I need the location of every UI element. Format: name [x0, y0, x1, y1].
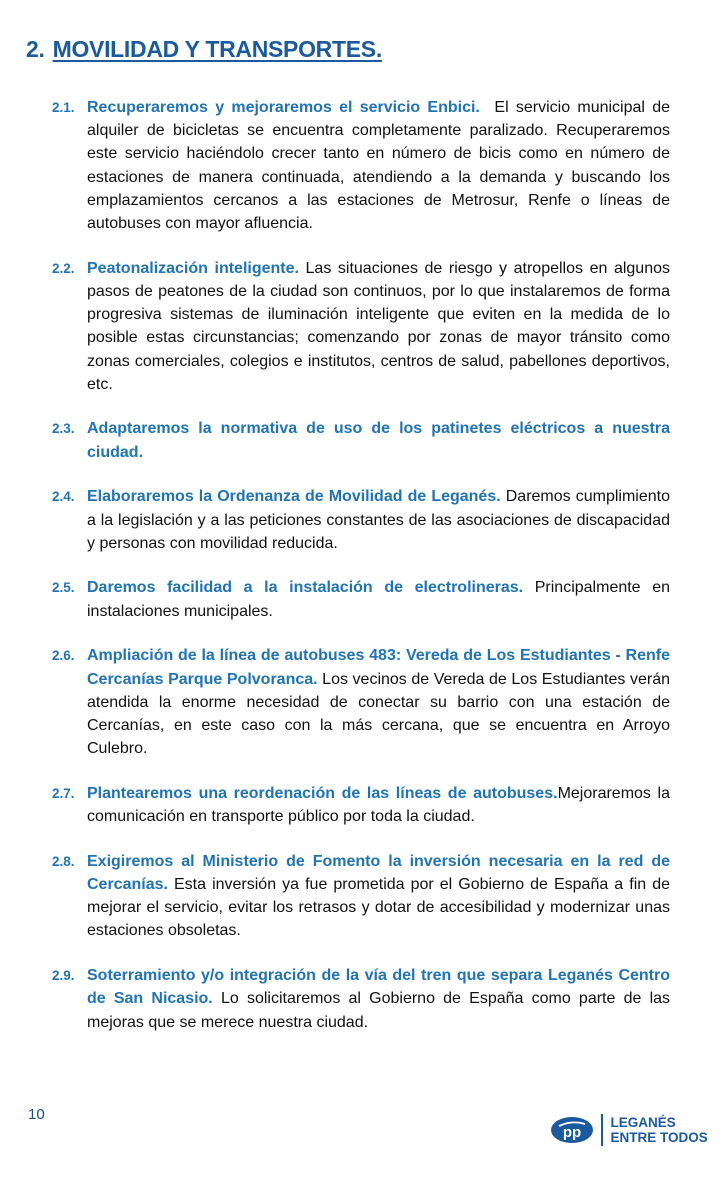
- list-item: [52, 644, 670, 760]
- list-item: [52, 576, 670, 622]
- logo-divider: [601, 1114, 603, 1146]
- item-title: Peatonalización inteligente.: [87, 259, 299, 277]
- item-text: El servicio municipal de alquiler de bicicletas se encuentra completamente paralizado. Recuperaremos este servicio haciéndolo crecer tanto en número de bicis como en número de estaciones de manera continuada, atendiendo a la demanda y buscando los emplazamientos cercanos a las estaciones de Metrosur, Renfe o líneas de autobuses con mayor afluencia.: [87, 99, 671, 233]
- item-title: Soterramiento y/o integración de la vía del tren que separa Leganés Centro de San Nicasio.: [87, 967, 670, 1008]
- logo-line-1: LEGANÉS: [610, 1115, 676, 1130]
- list-item: [52, 782, 670, 828]
- item-number: 2.8.: [52, 853, 75, 869]
- items-list: [52, 96, 670, 1055]
- item-text: Los vecinos de Vereda de Los Estudiantes verán atendida la enorme necesidad de conectar su barrio con una estación de Cercanías, en este caso con la más cercana, que se encuentra en Arroyo Culebro.: [87, 670, 670, 758]
- list-item: [52, 850, 670, 943]
- section-heading: [26, 36, 382, 63]
- item-number: 2.5.: [52, 580, 75, 596]
- item-text: Daremos cumplimiento a la legislación y a las peticiones constantes de las asociaciones de discapacidad y personas con movilidad reducida.: [87, 488, 670, 552]
- item-number: 2.7.: [52, 785, 75, 801]
- logo-text: [611, 1115, 708, 1145]
- item-title: Elaboraremos la Ordenanza de Movilidad de Leganés.: [87, 488, 501, 506]
- item-number: 2.1.: [52, 100, 75, 115]
- item-title: Ampliación de la línea de autobuses 483: Vereda de Los Estudiantes - Renfe Cercanías Parque Polvoranca.: [87, 647, 670, 688]
- list-item: [52, 417, 670, 463]
- party-logo: [549, 1112, 708, 1148]
- item-text: Lo solicitaremos al Gobierno de España como parte de las mejoras que se merece nuestra ciudad.: [87, 990, 671, 1031]
- item-text: Principalmente en instalaciones municipales.: [87, 579, 670, 620]
- page-number: 10: [28, 1106, 45, 1123]
- item-number: 2.2.: [52, 260, 75, 276]
- item-title: Exigiremos al Ministerio de Fomento la inversión necesaria en la red de Cercanías.: [87, 852, 670, 893]
- list-item: [52, 96, 670, 235]
- item-number: 2.4.: [52, 489, 75, 505]
- item-text: Las situaciones de riesgo y atropellos en algunos pasos de peatones de la ciudad son continuos, por lo que instalaremos de forma progresiva sistemas de iluminación inteligente que eviten en la medida de lo posible estas circunstancias; comenzando por zonas de mayor tránsito como zonas comerciales, colegios e institutos, centros de salud, pabellones deportivos, etc.: [87, 259, 670, 393]
- section-title: MOVILIDAD Y TRANSPORTES.: [52, 36, 382, 62]
- item-number: 2.6.: [52, 648, 75, 664]
- logo-line-2: ENTRE TODOS: [610, 1130, 708, 1145]
- pp-logo-icon: [549, 1115, 595, 1145]
- list-item: [52, 964, 670, 1034]
- list-item: [52, 257, 670, 396]
- section-number: 2.: [26, 36, 45, 62]
- item-number: 2.3.: [52, 421, 75, 437]
- item-number: 2.9.: [52, 968, 75, 984]
- item-text: Esta inversión ya fue prometida por el Gobierno de España a fin de mejorar el servicio, evitar los retrasos y dotar de accesibilidad y modernizar unas estaciones obsoletas.: [87, 875, 671, 940]
- pp-logo-text: pp: [562, 1124, 582, 1141]
- item-title: Recuperaremos y mejoraremos el servicio Enbici.: [87, 99, 480, 116]
- item-title: Daremos facilidad a la instalación de electrolineras.: [87, 579, 524, 597]
- item-title: Adaptaremos la normativa de uso de los patinetes eléctricos a nuestra ciudad.: [87, 420, 670, 461]
- item-title: Plantearemos una reordenación de las líneas de autobuses.: [87, 784, 558, 802]
- item-text: Mejoraremos la comunicación en transporte público por toda la ciudad.: [87, 784, 671, 826]
- list-item: [52, 485, 670, 555]
